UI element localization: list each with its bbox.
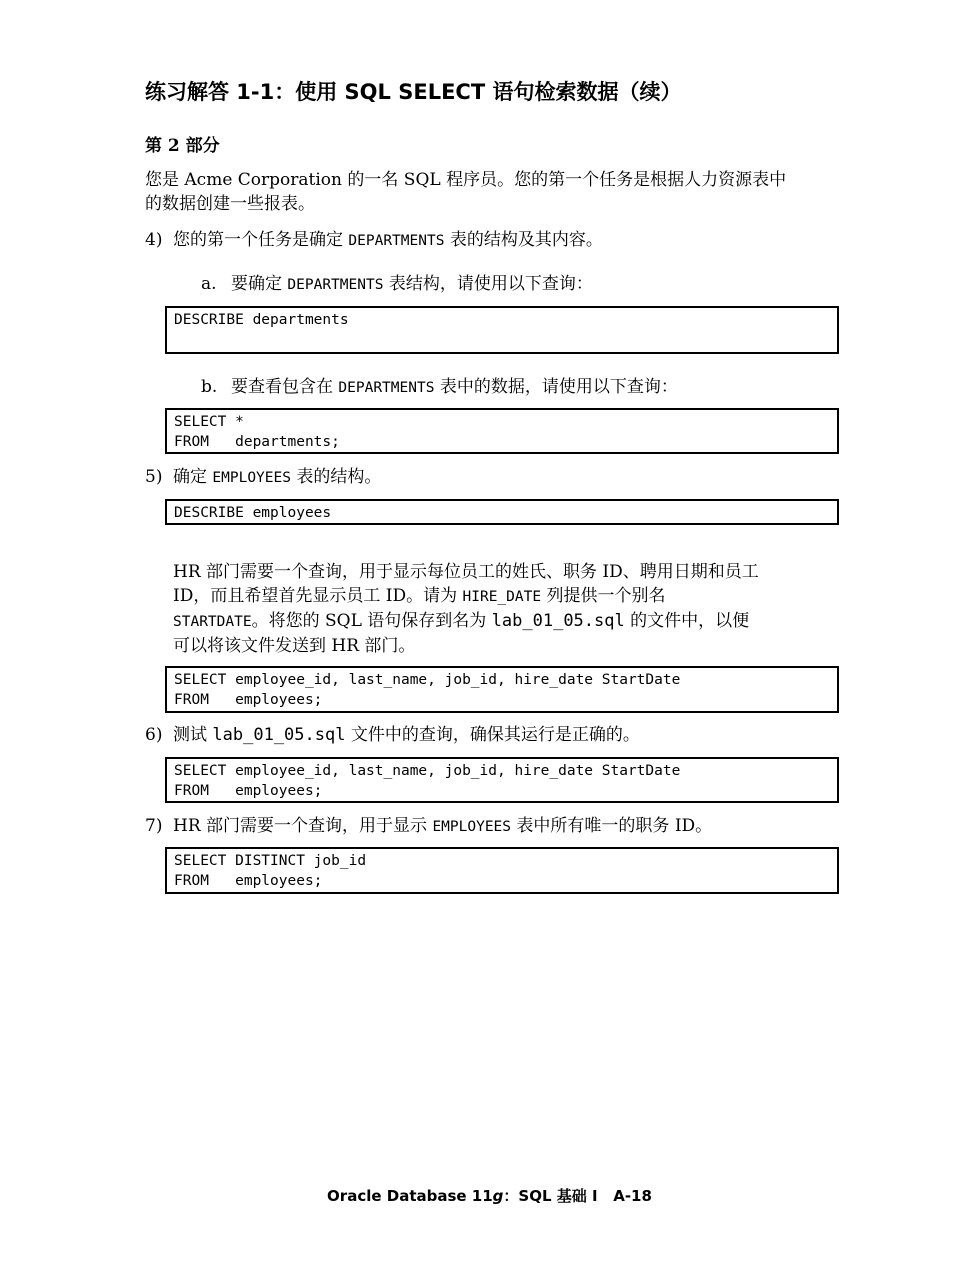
- code-line: SELECT DISTINCT job_id: [174, 853, 367, 869]
- code-line: SELECT employee_id, last_name, job_id, hire_date StartDate: [174, 763, 681, 779]
- footer-text-italic: g: [492, 1187, 504, 1205]
- sub-number: a.: [201, 274, 217, 294]
- question-text-post: 表的结构及其内容。: [444, 230, 603, 250]
- paragraph-line-3: [173, 609, 759, 634]
- sub-text-post: 表中的数据，请使用以下查询：: [434, 377, 678, 397]
- question-number: 6): [145, 725, 163, 745]
- question-text-pre: 确定: [173, 467, 213, 487]
- inline-code: DEPARTMENTS: [287, 277, 384, 293]
- inline-code: HIRE_DATE: [462, 589, 542, 605]
- question-text-post: 表中所有唯一的职务 ID。: [511, 816, 713, 836]
- inline-code: EMPLOYEES: [432, 819, 512, 835]
- code-line: DESCRIBE employees: [174, 505, 332, 521]
- inline-code: lab_01_05.sql: [212, 725, 346, 745]
- sub-text-pre: 要查看包含在: [231, 377, 339, 397]
- question-4: [145, 228, 603, 253]
- question-text-pre: 测试: [173, 725, 213, 745]
- question-number: 5): [145, 467, 163, 487]
- question-7: [145, 814, 712, 839]
- sub-number: b.: [201, 377, 218, 397]
- paragraph-line-1: HR 部门需要一个查询，用于显示每位员工的姓氏、职务 ID、聘用日期和员工: [173, 562, 759, 582]
- question-4a: [201, 272, 593, 297]
- inline-code: DEPARTMENTS: [348, 233, 445, 249]
- code-line: FROM employees;: [174, 692, 323, 708]
- sub-text-pre: 要确定: [231, 274, 288, 294]
- part-heading: 第 2 部分: [145, 136, 220, 156]
- question-text-post: 文件中的查询，确保其运行是正确的。: [345, 725, 640, 745]
- paragraph-line-4: 可以将该文件发送到 HR 部门。: [173, 636, 416, 656]
- hr-request-paragraph: [173, 560, 759, 658]
- code-line: DESCRIBE departments: [174, 312, 349, 328]
- sub-text-post: 表结构，请使用以下查询：: [383, 274, 593, 294]
- code-line: FROM departments;: [174, 434, 340, 450]
- inline-code: STARTDATE: [173, 614, 252, 630]
- question-text-pre: HR 部门需要一个查询，用于显示: [173, 816, 433, 836]
- code-block-describe-employees: [165, 499, 839, 525]
- text: 列提供一个别名: [541, 586, 666, 606]
- page-title: 练习解答 1-1：使用 SQL SELECT 语句检索数据（续）: [145, 80, 682, 104]
- footer-text-post: ：SQL 基础 I A-18: [503, 1187, 652, 1205]
- question-text-pre: 您的第一个任务是确定: [173, 230, 349, 250]
- footer-text-pre: Oracle Database 11: [327, 1187, 493, 1205]
- code-block-distinct-job-id: [165, 847, 839, 894]
- code-block-select-employees-startdate: [165, 666, 839, 713]
- code-block-select-departments: [165, 408, 839, 454]
- intro-line-2: 的数据创建一些报表。: [145, 194, 315, 214]
- page-footer: [0, 1186, 979, 1206]
- question-4b: [201, 375, 678, 400]
- code-line: SELECT *: [174, 414, 244, 430]
- intro-line-1: 您是 Acme Corporation 的一名 SQL 程序员。您的第一个任务是根据人力资源表中: [145, 170, 787, 190]
- code-line: FROM employees;: [174, 783, 323, 799]
- code-block-test-query: [165, 757, 839, 803]
- text: 。将您的 SQL 语句保存到名为: [251, 611, 492, 631]
- question-number: 4): [145, 230, 163, 250]
- text: ID，而且希望首先显示员工 ID。请为: [173, 586, 463, 606]
- question-text-post: 表的结构。: [290, 467, 382, 487]
- question-5: [145, 465, 381, 490]
- code-line: SELECT employee_id, last_name, job_id, hire_date StartDate: [174, 672, 681, 688]
- code-block-describe-departments: [165, 306, 839, 354]
- code-line: FROM employees;: [174, 873, 323, 889]
- question-number: 7): [145, 816, 163, 836]
- question-6: [145, 723, 640, 747]
- inline-code: DEPARTMENTS: [338, 380, 435, 396]
- inline-code: lab_01_05.sql: [491, 611, 625, 631]
- text: 的文件中，以便: [624, 611, 750, 631]
- intro-paragraph: [145, 168, 786, 216]
- inline-code: EMPLOYEES: [212, 470, 291, 486]
- paragraph-line-2: [173, 584, 759, 609]
